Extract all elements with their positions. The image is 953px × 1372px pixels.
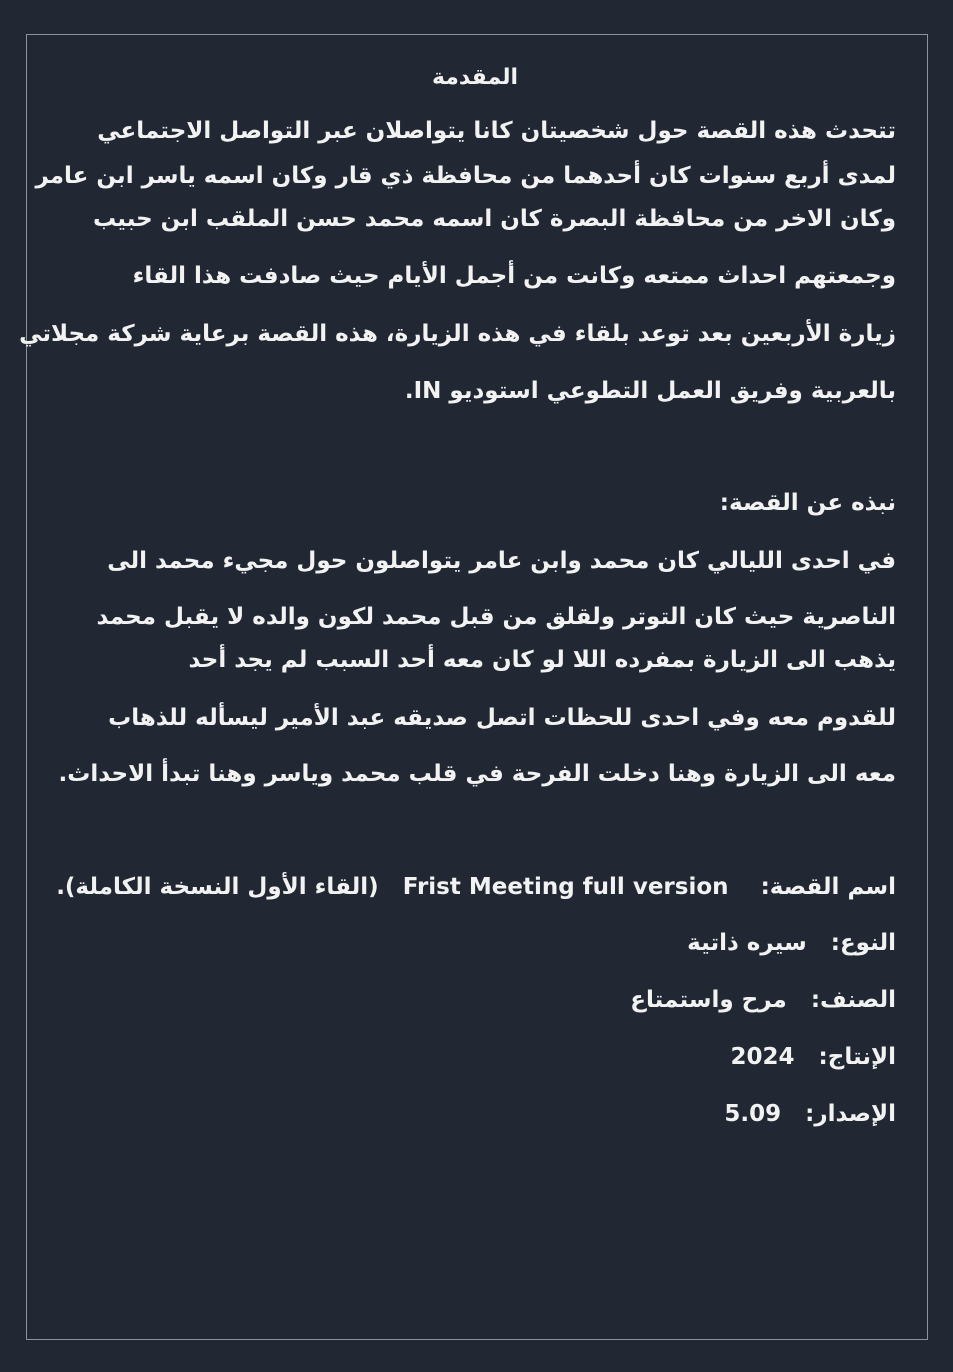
version-row: [724, 1097, 896, 1131]
intro-heading: المقدمة: [431, 65, 519, 90]
production-label: الإنتاج:: [818, 1044, 896, 1070]
story-name-english: Frist Meeting full version: [402, 874, 729, 900]
summary-line-5: معه الى الزيارة وهنا دخلت الفرحة في قلب محمد وياسر وهنا تبدأ الاحداث.: [58, 761, 896, 787]
story-name-row: [56, 870, 896, 904]
category-row: [630, 983, 896, 1017]
summary-line-3: يذهب الى الزيارة بمفرده اللا لو كان معه أحد السبب لم يجد أحد: [188, 647, 896, 673]
genre-label: النوع:: [830, 930, 896, 956]
production-row: [730, 1040, 896, 1074]
summary-line-4: للقدوم معه وفي احدى للحظات اتصل صديقه عبد الأمير ليسأله للذهاب: [108, 705, 896, 731]
summary-heading: نبذه عن القصة:: [719, 490, 896, 516]
intro-line-3: وكان الاخر من محافظة البصرة كان اسمه محمد حسن الملقب ابن حبيب: [92, 206, 896, 232]
intro-line-4: وجمعتهم احداث ممتعه وكانت من أجمل الأيام حيث صادفت هذا القاء: [132, 263, 896, 289]
category-value: مرح واستمتاع: [630, 987, 787, 1013]
summary-line-2: الناصرية حيث كان التوتر ولقلق من قبل محمد لكون والده لا يقبل محمد: [96, 604, 896, 630]
intro-line-5: زيارة الأربعين بعد توعد بلقاء في هذه الزيارة، هذه القصة برعاية شركة مجلاتي: [19, 321, 896, 347]
version-label: الإصدار:: [805, 1101, 896, 1127]
category-label: الصنف:: [810, 987, 896, 1013]
intro-line-1: تتحدث هذه القصة حول شخصيتان كانا يتواصلان عبر التواصل الاجتماعي: [97, 118, 896, 144]
genre-value: سيره ذاتية: [687, 930, 807, 956]
genre-row: [687, 926, 896, 960]
summary-line-1: في احدى الليالي كان محمد وابن عامر يتواصلون حول مجيء محمد الى: [107, 548, 896, 574]
version-number: 5.09: [724, 1101, 782, 1127]
intro-line-2: لمدى أربع سنوات كان أحدهما من محافظة ذي قار وكان اسمه ياسر ابن عامر: [35, 163, 896, 189]
story-name-arabic: (القاء الأول النسخة الكاملة).: [56, 874, 379, 900]
intro-line-6: بالعربية وفريق العمل التطوعي استوديو IN.: [404, 378, 896, 404]
story-name-label: اسم القصة:: [760, 874, 896, 900]
production-year: 2024: [730, 1044, 795, 1070]
